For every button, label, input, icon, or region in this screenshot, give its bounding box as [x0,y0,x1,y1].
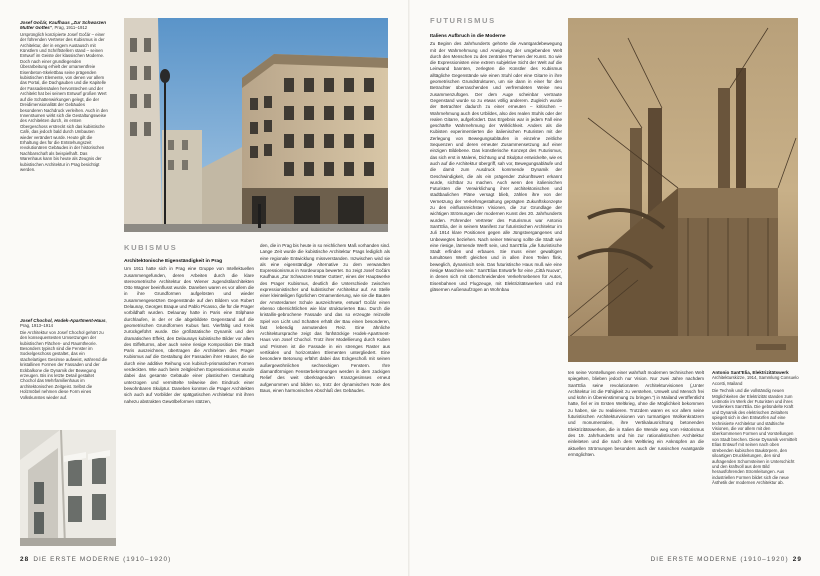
page-number-right: 29 [792,556,802,563]
caption-santelia-body: Die Technik und die vollständig neuen Möglichkeiten der Elektrizität standen zum Leitmotiv im Werk der Futuristen und ihres Vordenkers Sant'Elia. Die gebündelte Kraft und Dynamik des elektrischen Zeitalters spiegelt sich in den Entwürfen auf eine technisierte Architektur und städtische Visionen, die vor allem mit den überkommenen Formen und Vorstellungen von Stadt brechen. Diese Dynamik vermittelt Elias Entwurf mit seinen nach oben strebenden kubischen Baukörpern, den siloartigen Druckleitungen, den sind aufragenden Schornsteinen in Unterschicht und den kraftvoll aus dem Bild herausführenden Stromleitungen. Aus industriellen Formen bildet sich die neue Ästhetik der modernen Architektur ab. [712,388,797,486]
kubismus-subheading: Architektonische Eigenständigkeit in Prag [124,259,223,264]
footer-left [16,556,171,563]
kubismus-column-1 [124,259,254,405]
kubismus-text-1: Um 1911 hatte sich in Prag eine Gruppe von Intellektuellen zusammengefunden, deren Arbeiten durch die klare stereometrische Architektur des Wiener Jugendstilarchitekten Otto Wagner beeinflusst wurde. Daneben waren es vor allem die in ihre Grundformen aufgelösten und wieder zusammengesetzten Gegenstände auf den Bildern von Robert Delaunay, Georges Braque und Pablo Picasso, die für die Prager vorbildhaft wurden. Delaunay hatte in Paris eine Stilphase durchlaufen, in der er die abgebildete Gegenstand auf die geometrischen Grundformen Kubus fast. Vierfältig und Kreis zurückgeführt wurde. Die größtstatische Dynamik und den dramatischen Effekt, den Delaunays kubistische Bilder vor allem des Eiffelturms, aber auch seine riesige Komposition Die Stadt Paris auszeichnen, übertragen die Architekten des Prager Kubismus auf die Gestaltung der Fassaden ihrer Häuser, die sie durch eine additive Reihung von kubisch-prismatischen Formen verdeckten. Wie auch beim zeitgleichen Expressionismus wurde dabei das gesamte Gebäude einer plastischen Gestaltung unterzogen und vermittelte teilweise den Eindruck einer bewohnbaren Skulptur. Daneben konnten die Prager Architekten sich auch auf Vorbilder der spätgotischen Architektur mit ihren nahezu abstrakten Gewölbeformen stützen, [124,266,254,404]
image-santelia-power-station-art [568,18,798,362]
section-title-futurismus: FUTURISMUS [430,16,496,25]
kubismus-text-2: den, die in Prag bis heute in so reichlichem Maß vorhanden sind. Lange Zeit wurde die kubistische Architektur Prags lediglich als eine regionale Entwicklung missverstanden. Inzwischen wird sie als eine eigenständige Alternative zu dem verwandten Expressionismus in Nordeuropa bewertet. So zeigt Josef Gočárs Kaufhaus „Zur Schwarzen Mutter Gottes“, eines der Hauptwerke des Prager Kubismus, deutlich die Unterschiede zwischen expressionistischer und kubistischer Architektur auf. An Stelle einer kleinteiligen figürlichen Ornamentierung, wie sie die Bauten der Amsterdamer Schule auszeichnete, entwarf Gočár einen ebenso übersichtlichen wie klar strukturierten Bau. Durch die kristallin-gebrochene Fassade und das so erzeugte reizvolle Spiel von Licht und Schatten erhält der Bau einen besonderen, fast lebendig anmutenden Reiz. Eine ähnliche Architektursprache zeigt das fünfstöckige Hodek-Apartment-Haus von Josef Chochol. Trotz ihrer Modellierung durch Kuben und Prismen ist die Fassade in ein strenges Raster aus vertikalen und horizontalen Elementen untergliedert. Eine besondere Betonung erfährt dabei das Eckgeschoß mit seinen außergewöhnlichen sechseckigen Fenstern. Ihre diamantförmigen Fensterbekrönungen werden in dem zackigen Relief des weit überkragenden Kranzgesimses erneut aufgenommen und bilden so, trotz der dynamischen Note des Baus, einen harmonischen Abschluß des Gebäudes. [260,243,390,393]
futurismus-subheading: Italiens Aufbruch in die Moderne [430,34,506,39]
photo-black-madonna-house-art [124,18,388,232]
right-page [410,0,820,576]
section-title-kubismus: KUBISMUS [124,243,178,252]
caption-chochol [20,318,108,400]
caption-santelia [712,370,800,486]
caption-chochol-year: , Prag, 1913–1914 [20,318,107,329]
caption-gocar-body: Ursprünglich konzipierte Josef Gočár – einer der führenden Vertreter des Kubismus in der Architektur, der in engem Austausch mit Künstlern und Schriftstellern stand – seinen Entwurf im Geiste der klassischen Moderne. Doch nach einer grundlegenden Überarbeitung erhielt der ornamentfreie Eisenbeton-Skelettbau seine prägenden kubistischen Elemente, von denen vor allem das Portal, die Dachgauben und die Kapitelle der Fassadensäulen hervorstechen und der Architekt hat bei seinem Entwurf großen Wert auf die Schattenwirkungen gelegt, die der Dreidimensionalität der Gebäudes besonderen Nachdruck verleihen. Auch in den Innenräumen wirkt sich die Gestaltungsweise des Architekten durch, im ersten Obergeschoss erstreckt sich das kubistische Café, das jedoch bald durch Umbauten wieder verändert wurde. Heute gilt die Erhaltung des für die Entstehungszeit revolutionären Gebäudes in der historischen Nachbarschaft als beispielhaft. Das Warenhaus kann bis heute als Zeugnis der kubistischen Architektur in Prag besichtigt werden. [20,31,108,172]
caption-gocar-title: Josef Gočár, Kaufhaus „Zur Schwarzen Mutter Gottes“ [20,20,107,31]
futurismus-column-2 [568,370,704,458]
futurismus-text-2: ten seine Vorstellungen einer wahrhaft modernen technischen Welt spiegelten, blieben jedoch nur Vision. Nur zwei Jahre nachdem Sant'Elia seine revolutionären Architekturvisionen („Unter Architektur ist die Fähigkeit zu verstehen, Umwelt und Mensch frei und kühn in Übereinstimmung zu bringen.“) in Mailand veröffentlicht hatte, fiel er im Ersten Weltkrieg, ohne die Möglichkeit bekommen zu haben, sie zu realisieren. Trotzdem waren es vor allem seine futuristischen Architekturvisionen von turmartigen Wolkenkratzern und monumentalen, ihre Vertikalausrichtung betonenden Elektrizitätswerken, die in Italien die Wende weg vom Historismus des 19. Jahrhunderts und hin zur rationalistischen Architektur einleiteten und die nach dem Weltkrieg ein Anknüpfen an die aktuellen Strömungen besonders auch der russischen Avantgarde ermöglichten. [568,370,704,457]
page-number-left: 28 [20,556,30,563]
futurismus-text-1: Zu Beginn des Jahrhunderts gehörte die Avantgardebewegung mit der Wahrnehmung und Aneignung der umgebenden Welt durch den Menschen zu den zentralen Themen der Kunst. So wie die Expressionisten eine extrem subjektive Sicht der Welt auf die Leinwand bannten, zerlegten die Künstler des Kubismus alltägliche Gegenstände wie einen Stuhl oder eine Gitarre in ihre geometrischen Grundstrukturen, um sie dann in einer für den Betrachter überraschenden und verfremdeten Weise neu zusammenzufügen. Der dem Auge scheinbar vertraute Gegenstand wurde so zu etwas völlig anderem. Zugleich wurde der Betrachter dadurch zu einer erneuten – kritischen – Wahrnehmung auch des Urbildes, also des realen Stuhls oder der realen Gitarre, aufgefordert. Das Ergebnis war in jedem Fall eine geschärfte Wahrnehmung der Wirklichkeit. Anders als die Kubisten experimentierten die italienischen Futuristen mit der Zerlegung von Bewegungsabläufen in einzelne zeitliche Sequenzen und deren erneuter Zusammensetzung auf einer einzigen Bildebene. Das künstlerische Konzept des Futurismus, das sich erst in Malerei, Dichtung und Skulptur entwickelte, wie es auch auf die Architektur übergriff, sah vor, Bewegungsabläufe und die damit zum Ausdruck kommende Dynamik der Geschwindigkeit, die als ein prägender Zukunftswert erkannt wurde, sichtbar zu machen. Auch wenn den italienischen Futuristen die Verwirklichung ihrer architektonischen und stadtbaulichen Pläne versagt blieb, zählen ihre von der Vernetzung der Verkehrsgestaltung geprägten Zukunftskonzepte zu den einflussreichsten Visionen, die zur Grundlage der wichtigen Strömungen der modernen Kunst des 20. Jahrhunderts wurden. Führender Vertreter des Futurismus war Antonio Sant'Elia, der in seinem Manifest zur futuristischen Architektur im Juli 1914 klare Positionen gegen alle Jüngstvergangenes und Unbewegtes beziehen. Nach seiner Meinung sollte die Stadt wie eine riesige, lärmende Werft sein, und Sant'Elia „die futuristische Stadt erfinden und erbauen. Sie muss einer gewaltigen tumultösen Werft gleichen und in allen ihren Teilen flink, beweglich, dynamisch sein. Das futuristische Haus muß wie eine riesige Maschine sein.“ Sant'Elias Entwürfe für eine „Città Nuova“, in denen sich mit überschneidenden Verkehrsebenen für Autos, Eisenbahnen und Flugzeuge, mit Elektrizitätswerken und mit gläsernen Außenaufzügen an Wohnbau [430,41,562,292]
photo-hodek-house [20,430,116,546]
caption-chochol-title: Josef Chochol, Hodek-Apartment-Haus [20,318,106,323]
futurismus-column-1 [430,34,562,293]
image-santelia-power-station [568,18,798,362]
caption-santelia-meta: Architekturskizze, 1914, Sammlung Consuelo Accetti, Mailand [712,375,799,386]
running-title-right: DIE ERSTE MODERNE (1910–1920) [650,556,789,563]
caption-gocar-year: , Prag, 1911–1912 [52,25,88,31]
caption-gocar [20,20,108,172]
kubismus-column-2 [260,243,390,394]
running-title-left: DIE ERSTE MODERNE (1910–1920) [33,556,172,563]
caption-santelia-title: Antonio Sant'Elia, Elektrizitätswerk [712,370,789,375]
caption-chochol-body: Die Architektur von Josef Chochol gehört zu den konsequentesten Umsetzungen der kubistischen Flächen- und Raumtheorie. Besonders typisch sind die Fenster im Sockelgeschoss gestaltet, das ein stachelartiges Gesimse aufweist, während die kristallinen Formen der Fassaden und der Eckbalkone die Dynamik der Bewegung erzeugen. Bis ins letzte Detail gestaltet Chochol das Mehrfamilienhaus im architektonischen Zeitgeist. Selbst die Holzmöbel nehmen diese Form eines Volkskunstes wieder auf. [20,329,108,400]
photo-hodek-house-art [20,430,116,546]
photo-black-madonna-house [124,18,388,232]
footer-right [651,556,806,563]
